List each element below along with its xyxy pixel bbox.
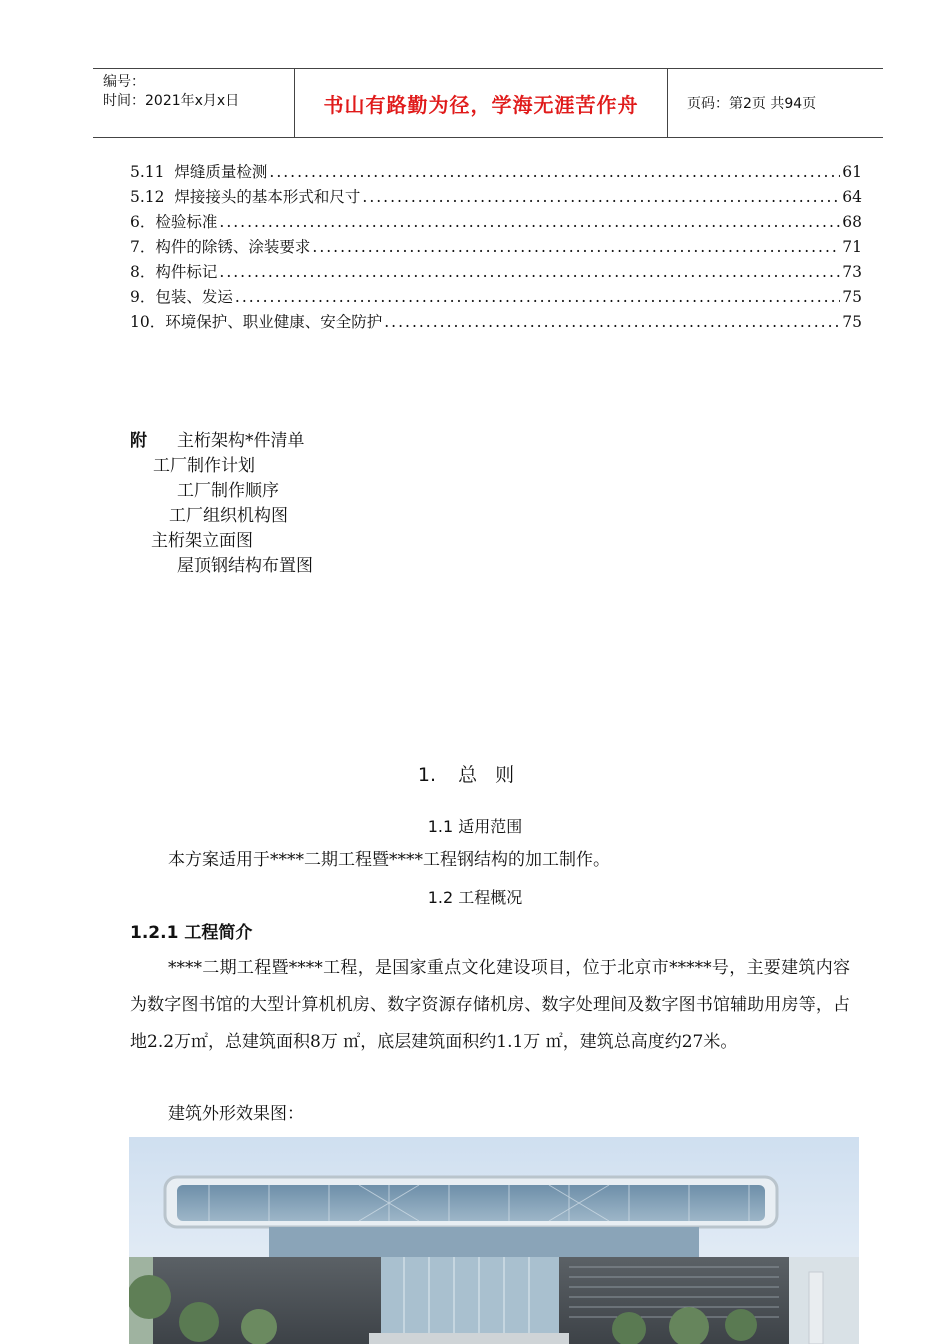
toc-page: 64	[842, 188, 862, 206]
subsection-heading-1-1: 1.1 适用范围	[427, 817, 523, 836]
toc-row[interactable]	[130, 235, 862, 260]
page-header	[93, 68, 883, 138]
subsection-heading-1-2: 1.2 工程概况	[427, 888, 523, 907]
toc-leader	[219, 210, 840, 235]
header-meta-cell	[93, 69, 295, 137]
toc-row[interactable]	[130, 210, 862, 235]
header-page-cell	[677, 69, 883, 137]
paragraph-overview: ****二期工程暨****工程，是国家重点文化建设项目，位于北京市*****号，主要建筑内容为数字图书馆的大型计算机机房、数字资源存储机房、数字处理间及数字图书馆辅助用房等，占地2.2万㎡，总建筑面积8万 ㎡，底层建筑面积约1.1万 ㎡，建筑总高度约27米。	[130, 958, 850, 1052]
appendix-first-line	[130, 429, 305, 454]
page-info: 页码：第2页 共94页	[687, 96, 817, 112]
toc-number: 10．	[130, 313, 166, 331]
subsection-heading-1-2-1: 1.2.1 工程简介	[130, 923, 253, 943]
building-rendering-svg	[129, 1137, 859, 1344]
appendix-label: 附	[130, 431, 147, 451]
toc-leader	[269, 160, 840, 185]
appendix-item: 主桁架立面图	[151, 531, 253, 551]
appendix-item: 工厂制作计划	[153, 456, 255, 476]
toc-number: 8．	[130, 263, 156, 281]
section-number: 1.	[417, 764, 437, 786]
toc-row[interactable]	[130, 310, 862, 335]
toc-number: 6．	[130, 213, 156, 231]
toc-row[interactable]	[130, 185, 862, 210]
toc-leader	[384, 310, 840, 335]
appendix-item: 屋顶钢结构布置图	[177, 556, 313, 576]
toc-page: 75	[842, 288, 862, 306]
toc-number: 9．	[130, 288, 156, 306]
appendix-item: 主桁架构*件清单	[177, 431, 305, 451]
building-rendering-image	[129, 1137, 859, 1344]
toc-leader	[235, 285, 840, 310]
toc-page: 71	[842, 238, 862, 256]
toc-leader	[312, 235, 840, 260]
section-title: 总则	[458, 764, 533, 786]
header-motto-cell	[295, 69, 668, 137]
toc-title: 焊接接头的基本形式和尺寸	[174, 188, 361, 206]
toc-page: 75	[842, 313, 862, 331]
toc-row[interactable]	[130, 260, 862, 285]
figure-caption: 建筑外形效果图：	[168, 1104, 304, 1124]
toc-number: 5.11	[130, 163, 175, 181]
toc-number: 5.12	[130, 188, 175, 206]
toc-title: 包装、发运	[155, 288, 233, 306]
toc-title: 环境保护、职业健康、安全防护	[165, 313, 383, 331]
toc-row[interactable]	[130, 160, 862, 185]
toc-title: 焊缝质量检测	[174, 163, 268, 181]
table-of-contents	[130, 160, 862, 335]
toc-title: 构件的除锈、涂装要求	[155, 238, 311, 256]
date-label: 时间：2021年x月x日	[103, 93, 240, 109]
scope-text: 本方案适用于****二期工程暨****工程钢结构的加工制作。	[168, 850, 610, 870]
toc-page: 68	[842, 213, 862, 231]
toc-page: 73	[842, 263, 862, 281]
toc-leader	[219, 260, 840, 285]
toc-leader	[362, 185, 840, 210]
toc-page: 61	[842, 163, 862, 181]
section-heading	[0, 760, 950, 787]
serial-label: 编号：	[103, 74, 145, 90]
toc-title: 构件标记	[155, 263, 218, 281]
toc-number: 7．	[130, 238, 156, 256]
toc-row[interactable]	[130, 285, 862, 310]
appendix-item: 工厂制作顺序	[177, 481, 279, 501]
paragraph-scope	[130, 846, 850, 874]
appendix-item: 工厂组织机构图	[169, 506, 288, 526]
toc-title: 检验标准	[155, 213, 218, 231]
motto-text: 书山有路勤为径，学海无涯苦作舟	[323, 92, 639, 117]
